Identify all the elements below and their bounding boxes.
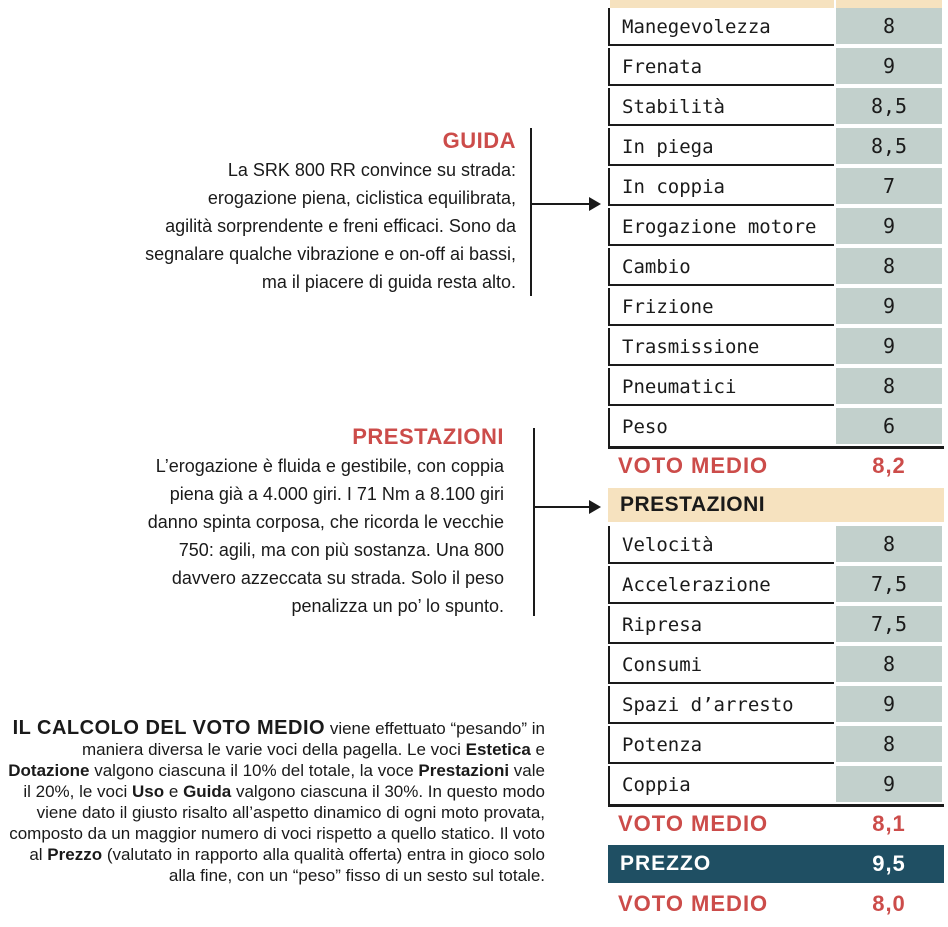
row-label: Erogazione motore [608,208,834,246]
row-value: 9 [836,208,942,246]
prezzo-value: 9,5 [872,851,906,876]
table-row [608,328,944,368]
row-label: In piega [608,128,834,166]
calculation-note: IL CALCOLO DEL VOTO MEDIO viene effettuato “pesando” in maniera diversa le varie voci della pagella. Le voci Estetica e Dotazione valgono ciascuna il 10% del totale, la voce Prestazioni vale il 20%, le voci Uso e Guida valgono ciascuna il 30%. In questo modo viene dato il giusto risalto all’aspetto dinamico di ogni moto provata, composto da un maggior numero di voci rispetto a quello statico. Il voto al Prezzo (valutato in rapporto alla qualità offerta) entra in gioco solo alla fine, con un “peso” fisso di un sesto sul totale. [8,717,545,885]
row-value: 9 [836,48,942,86]
row-value: 7 [836,168,942,206]
guida-line: agilità sorprendente e freni efficaci. Sono da [165,216,516,236]
row-label: Potenza [608,726,834,764]
prestazioni-line: penalizza un po’ lo spunto. [291,596,504,616]
prezzo-row [608,845,944,883]
prestazioni-line: davvero azzeccata su strada. Solo il peso [171,568,504,588]
final-average-row [608,884,944,924]
table-row [608,8,944,48]
row-value: 9 [836,686,942,724]
row-label: Ripresa [608,606,834,644]
table-row [608,566,944,606]
table-row [608,526,944,566]
guida-paragraph [80,156,516,296]
row-label: Frizione [608,288,834,326]
row-value: 8 [836,646,942,684]
row-value: 8,5 [836,128,942,166]
guida-line: La SRK 800 RR convince su strada: [227,160,516,180]
prestazioni-line: danno spinta corposa, che ricorda le vecchie [147,512,504,532]
row-value: 8 [836,368,942,406]
table-row [608,128,944,168]
row-label: Trasmissione [608,328,834,366]
guida-arrow-line [531,203,589,205]
row-value: 8,5 [836,88,942,126]
prestazioni-paragraph [60,452,504,620]
row-label: Cambio [608,248,834,286]
prezzo-label: PREZZO [620,852,712,875]
row-label: Stabilità [608,88,834,126]
guida-bracket-line [530,128,532,296]
guida-average-row [608,446,944,486]
prestazioni-line: 750: agili, ma con più sostanza. Una 800 [178,540,504,560]
row-label: Velocità [608,526,834,564]
row-value: 9 [836,288,942,326]
prestazioni-arrow-line [534,506,589,508]
table-top-strip [608,0,944,8]
table-row [608,208,944,248]
guida-line: erogazione piena, ciclistica equilibrata, [207,188,516,208]
row-value: 7,5 [836,566,942,604]
prestazioni-section-header [608,488,944,522]
guida-line: segnalare qualche vibrazione e on-off ai bassi, [145,244,516,264]
row-label: Consumi [608,646,834,684]
row-value: 8 [836,726,942,764]
prestazioni-average-row [608,804,944,844]
row-label: Pneumatici [608,368,834,406]
table-row [608,726,944,766]
row-label: Accelerazione [608,566,834,604]
final-average-label: VOTO MEDIO [618,891,769,916]
prestazioni-line: L’erogazione è fluida e gestibile, con coppia [155,456,504,476]
note-title: IL CALCOLO DEL VOTO MEDIO [12,717,326,739]
table-row [608,368,944,408]
guida-average-value: 8,2 [872,453,906,478]
row-value: 8 [836,526,942,564]
row-label: Peso [608,408,834,446]
row-label: Frenata [608,48,834,86]
prestazioni-average-value: 8,1 [872,811,906,836]
row-value: 8 [836,8,942,46]
table-row [608,766,944,806]
table-row [608,168,944,208]
row-value: 9 [836,766,942,804]
table-row [608,248,944,288]
final-average-value: 8,0 [872,891,906,916]
table-row [608,288,944,328]
prestazioni-bracket-line [533,428,535,616]
prestazioni-section-title: PRESTAZIONI [620,493,766,516]
prestazioni-line: piena già a 4.000 giri. I 71 Nm a 8.100 giri [169,484,504,504]
row-value: 6 [836,408,942,446]
prestazioni-text-block [60,424,504,620]
guida-average-label: VOTO MEDIO [618,453,769,478]
prestazioni-average-label: VOTO MEDIO [618,811,769,836]
table-row [608,686,944,726]
row-label: Coppia [608,766,834,804]
table-row [608,408,944,448]
guida-text-block [80,128,516,296]
guida-arrow-icon [589,197,601,211]
guida-heading: GUIDA [442,128,516,153]
table-row [608,48,944,88]
row-label: Spazi d’arresto [608,686,834,724]
prestazioni-arrow-icon [589,500,601,514]
row-value: 9 [836,328,942,366]
table-row [608,88,944,128]
guida-line: ma il piacere di guida resta alto. [261,272,516,292]
row-value: 8 [836,248,942,286]
row-label: In coppia [608,168,834,206]
prestazioni-heading: PRESTAZIONI [352,424,504,449]
row-label: Manegevolezza [608,8,834,46]
table-row [608,646,944,686]
row-value: 7,5 [836,606,942,644]
table-row [608,606,944,646]
